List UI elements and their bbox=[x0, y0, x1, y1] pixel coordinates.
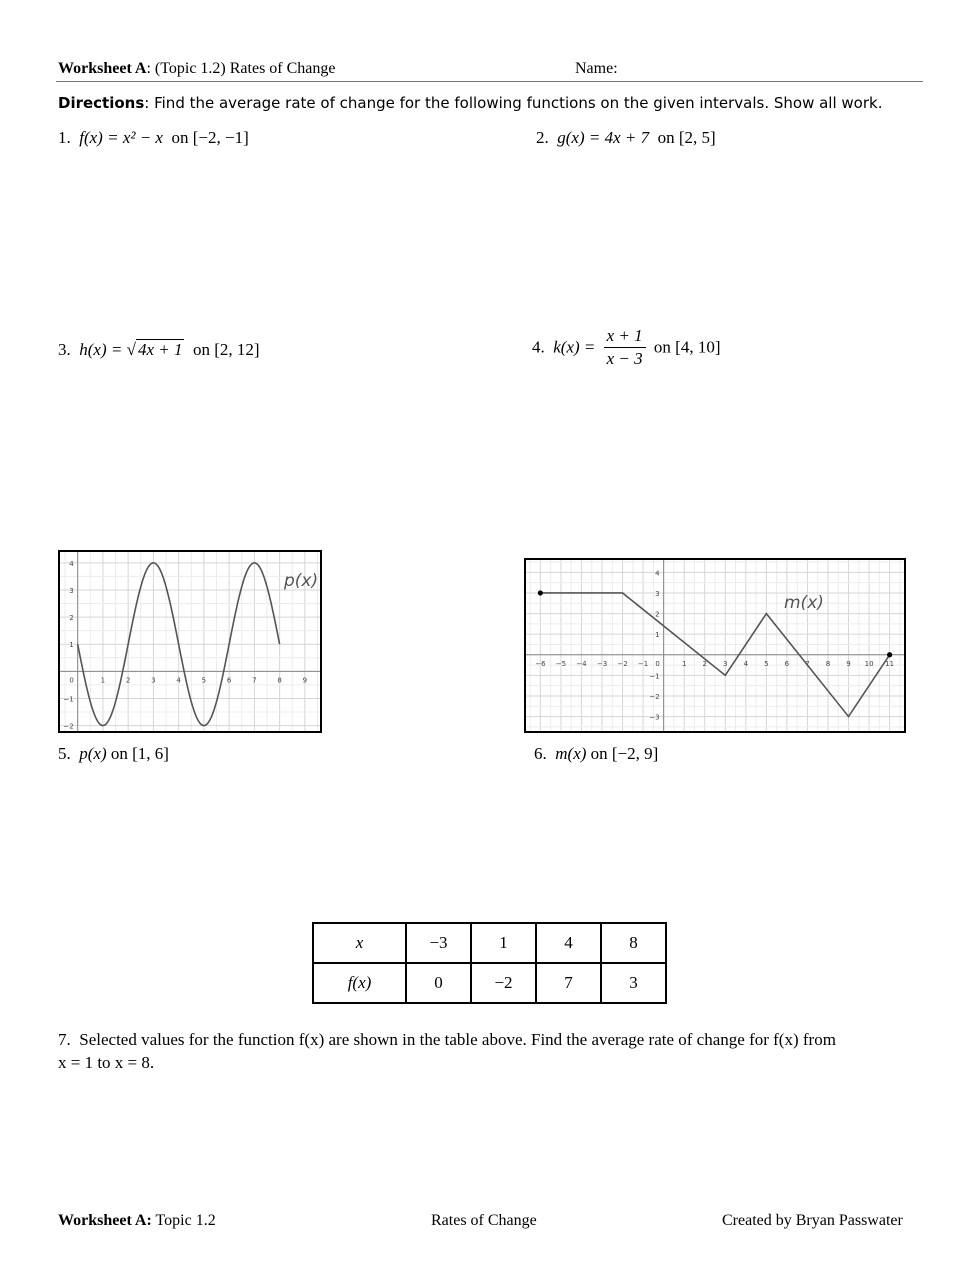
table-row bbox=[313, 923, 666, 963]
y-tick-label: −1 bbox=[63, 695, 74, 704]
problem-2: 2. g(x) = 4x + 7 on [2, 5] bbox=[536, 128, 716, 147]
problem-2-interval: on [2, 5] bbox=[657, 128, 716, 147]
x-tick-label: 1 bbox=[100, 676, 106, 685]
graph-p-svg bbox=[60, 552, 320, 731]
x-tick-label: 4 bbox=[743, 659, 749, 668]
y-tick-label: 2 bbox=[69, 614, 74, 623]
problem-5: 5. p(x) on [1, 6] bbox=[58, 744, 169, 763]
problem-1-function: f(x) = x² − x bbox=[79, 128, 163, 147]
x-tick-label: 4 bbox=[176, 676, 181, 685]
table-cell: 7 bbox=[536, 963, 601, 1003]
problem-7-line-2: x = 1 to x = 8. bbox=[58, 1053, 155, 1072]
values-table bbox=[312, 922, 667, 1004]
x-tick-label: 3 bbox=[151, 676, 156, 685]
problem-5-interval: on [1, 6] bbox=[110, 744, 169, 763]
x-tick-label: 6 bbox=[784, 659, 790, 668]
problem-7-line-1: 7. Selected values for the function f(x) are shown in the table above. Find the average rate of change for f(x) from bbox=[58, 1030, 836, 1049]
problem-3-radicand: 4x + 1 bbox=[137, 340, 183, 359]
function-label: m(x) bbox=[784, 593, 824, 613]
y-tick-label: 4 bbox=[655, 569, 660, 578]
x-tick-label: 8 bbox=[277, 676, 282, 685]
y-tick-label: 1 bbox=[69, 641, 74, 650]
y-tick-label: −1 bbox=[649, 672, 660, 681]
table-header-fx: f(x) bbox=[313, 963, 406, 1003]
problem-3: 3. h(x) = √ 4x + 1 on [2, 12] bbox=[58, 340, 260, 359]
table-row bbox=[313, 963, 666, 1003]
x-tick-label: 1 bbox=[681, 659, 687, 668]
x-tick-label: 5 bbox=[201, 676, 207, 685]
name-label: Name: bbox=[575, 60, 618, 77]
y-tick-label: −2 bbox=[649, 692, 660, 701]
problem-2-function: g(x) = 4x + 7 bbox=[557, 128, 650, 147]
problem-4-denominator: x − 3 bbox=[606, 349, 643, 368]
graph-p bbox=[58, 550, 322, 733]
x-tick-label: 0 bbox=[69, 676, 74, 685]
x-tick-label: 5 bbox=[764, 659, 769, 668]
y-tick-label: 1 bbox=[655, 631, 660, 640]
problem-4-interval: on [4, 10] bbox=[653, 337, 721, 357]
table-cell: 1 bbox=[471, 923, 536, 963]
endpoint-dot bbox=[887, 652, 892, 657]
x-tick-label: 8 bbox=[825, 659, 831, 668]
problem-6-function: m(x) bbox=[555, 744, 587, 763]
y-tick-label: 4 bbox=[69, 559, 74, 568]
x-tick-label: −4 bbox=[576, 659, 587, 668]
x-tick-label: −5 bbox=[555, 659, 567, 668]
x-tick-label: 10 bbox=[864, 659, 874, 668]
x-tick-label: −2 bbox=[617, 659, 628, 668]
x-tick-label: 3 bbox=[723, 659, 728, 668]
x-tick-label: −1 bbox=[637, 659, 649, 668]
graph-m-svg bbox=[526, 560, 904, 731]
problem-3-lhs: h(x) = bbox=[79, 340, 127, 359]
problem-6-interval: on [−2, 9] bbox=[590, 744, 659, 763]
problem-3-interval: on [2, 12] bbox=[192, 340, 260, 359]
table-cell: 0 bbox=[406, 963, 471, 1003]
worksheet-title: Worksheet A: (Topic 1.2) Rates of Change bbox=[58, 60, 336, 77]
x-tick-label: 7 bbox=[805, 659, 810, 668]
problem-4: 4. k(x) = $\frac{x + 1}{x - 3}$ on [4, 10] bbox=[532, 326, 721, 368]
x-tick-label: 11 bbox=[885, 659, 895, 668]
table-cell: 8 bbox=[601, 923, 666, 963]
x-tick-label: −3 bbox=[596, 659, 608, 668]
table-cell: −2 bbox=[471, 963, 536, 1003]
function-label: p(x) bbox=[284, 571, 319, 591]
footer-center: Rates of Change bbox=[431, 1212, 537, 1229]
y-tick-label: −3 bbox=[649, 713, 660, 722]
x-tick-label: 2 bbox=[702, 659, 707, 668]
y-tick-label: 2 bbox=[655, 610, 660, 619]
x-tick-label: 6 bbox=[226, 676, 232, 685]
problem-1: 1. f(x) = x² − x on [−2, −1] bbox=[58, 128, 249, 147]
table-cell: 4 bbox=[536, 923, 601, 963]
problem-6: 6. m(x) on [−2, 9] bbox=[534, 744, 659, 763]
y-tick-label: 3 bbox=[655, 589, 660, 598]
x-tick-label: 9 bbox=[846, 659, 851, 668]
x-tick-label: 7 bbox=[252, 676, 257, 685]
x-tick-label: 0 bbox=[655, 659, 660, 668]
footer-right: Created by Bryan Passwater bbox=[722, 1212, 903, 1229]
table-header-x: x bbox=[313, 923, 406, 963]
table-cell: −3 bbox=[406, 923, 471, 963]
x-tick-label: −6 bbox=[535, 659, 546, 668]
y-tick-label: −2 bbox=[63, 722, 74, 731]
problem-4-fraction bbox=[604, 325, 646, 370]
table-cell: 3 bbox=[601, 963, 666, 1003]
x-tick-label: 9 bbox=[302, 676, 308, 685]
problem-4-lhs: k(x) = bbox=[553, 337, 596, 357]
endpoint-dot bbox=[538, 590, 543, 595]
y-tick-label: 3 bbox=[69, 586, 74, 595]
footer-left: Worksheet A: Topic 1.2 bbox=[58, 1212, 216, 1229]
graph-m bbox=[524, 558, 906, 733]
problem-1-interval: on [−2, −1] bbox=[171, 128, 249, 147]
header-divider bbox=[56, 81, 923, 82]
directions: Directions: Find the average rate of change for the following functions on the given intervals. Show all work. bbox=[58, 94, 883, 112]
problem-5-function: p(x) bbox=[79, 744, 107, 763]
problem-4-numerator: x + 1 bbox=[604, 325, 646, 348]
x-tick-label: 2 bbox=[125, 676, 131, 685]
